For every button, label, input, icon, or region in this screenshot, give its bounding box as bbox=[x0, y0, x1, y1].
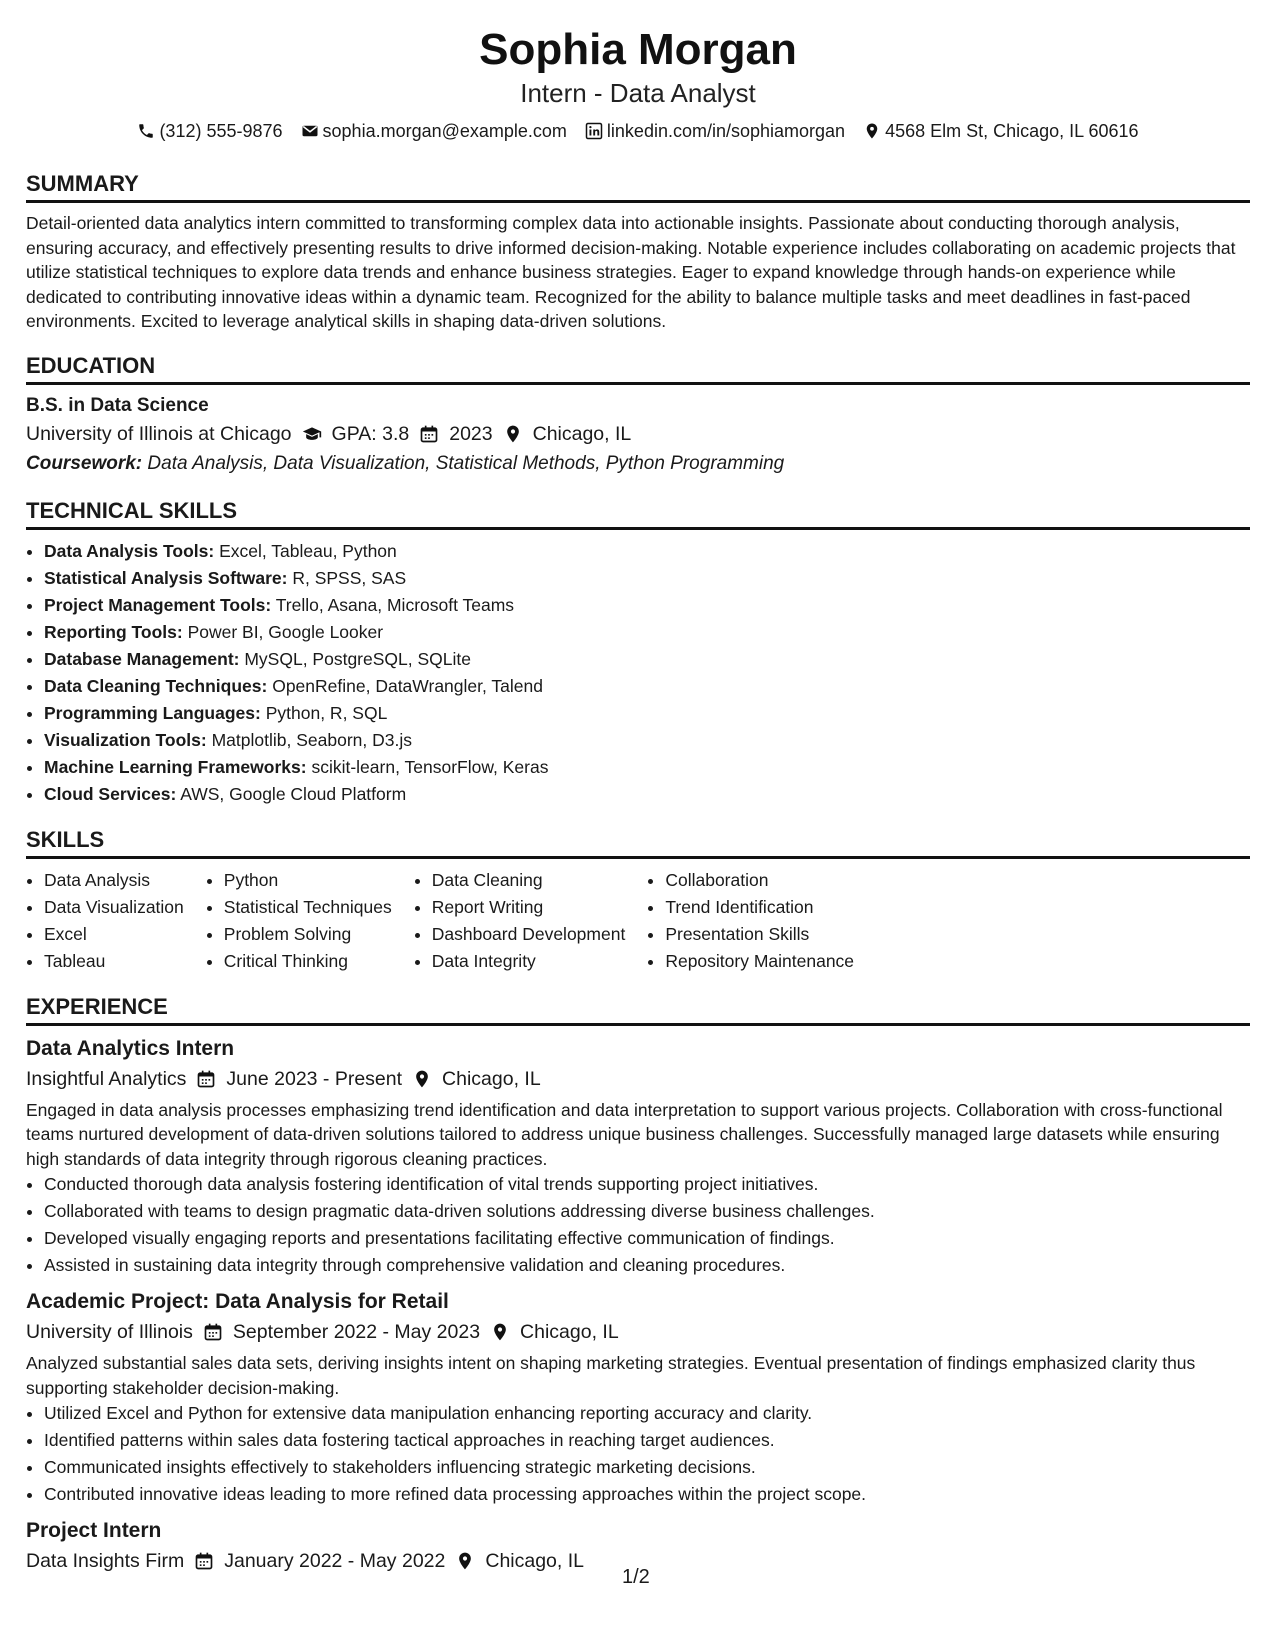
technical-skills-heading: TECHNICAL SKILLS bbox=[26, 497, 1250, 530]
list-item: • Developed visually engaging reports and presentations facilitating effective communication of findings. bbox=[44, 1225, 1250, 1252]
list-item bbox=[44, 673, 1250, 700]
list-item: • Report Writing bbox=[432, 894, 626, 921]
list-item: • Data Cleaning bbox=[432, 867, 626, 894]
list-item bbox=[44, 754, 1250, 781]
phone-text: (312) 555-9876 bbox=[159, 121, 283, 141]
linkedin-icon bbox=[585, 122, 603, 140]
job-location: Chicago, IL bbox=[520, 1321, 619, 1343]
job-title: Academic Project: Data Analysis for Retail bbox=[26, 1290, 449, 1313]
phone-icon bbox=[137, 122, 155, 140]
map-pin-icon bbox=[863, 122, 881, 140]
job-title: Project Intern bbox=[26, 1519, 162, 1542]
technical-skills-section bbox=[26, 497, 1250, 808]
list-item bbox=[44, 781, 1250, 808]
skill-value: Matplotlib, Seaborn, D3.js bbox=[211, 729, 412, 750]
skill-value: Trello, Asana, Microsoft Teams bbox=[275, 594, 515, 615]
job-entry bbox=[26, 1034, 1250, 1280]
summary-heading: SUMMARY bbox=[26, 170, 1250, 203]
list-item: • Communicated insights effectively to stakeholders influencing strategic marketing decisions. bbox=[44, 1454, 1250, 1481]
coursework-list: Data Analysis, Data Visualization, Statistical Methods, Python Programming bbox=[147, 452, 785, 474]
map-pin-icon bbox=[412, 1069, 432, 1089]
job-bullets bbox=[26, 1400, 1250, 1508]
list-item: • Utilized Excel and Python for extensive data manipulation enhancing reporting accuracy and clarity. bbox=[44, 1400, 1250, 1427]
contact-email[interactable] bbox=[301, 118, 567, 144]
technical-skills-list bbox=[26, 538, 1250, 808]
job-org: Insightful Analytics bbox=[26, 1067, 187, 1090]
job-description: Analyzed substantial sales data sets, deriving insights intent on shaping marketing strategies. Eventual presentation of findings emphasized clarity thus supporting stakeholder decision-making. bbox=[26, 1353, 1196, 1398]
list-item bbox=[44, 592, 1250, 619]
list-item: • Data Integrity bbox=[432, 948, 626, 975]
experience-section bbox=[26, 993, 1250, 1577]
candidate-role: Intern - Data Analyst bbox=[520, 78, 756, 108]
list-item: • Python bbox=[224, 867, 392, 894]
list-item: • Assisted in sustaining data integrity through comprehensive validation and cleaning procedures. bbox=[44, 1252, 1250, 1279]
skills-column bbox=[647, 867, 854, 975]
contact-address bbox=[863, 118, 1139, 144]
skill-label: Machine Learning Frameworks: bbox=[44, 756, 307, 777]
skill-label: Data Cleaning Techniques: bbox=[44, 675, 268, 696]
job-dates: June 2023 - Present bbox=[226, 1067, 403, 1090]
candidate-name: Sophia Morgan bbox=[479, 25, 797, 74]
job-location: Chicago, IL bbox=[485, 1550, 585, 1572]
list-item: • Tableau bbox=[44, 948, 184, 975]
skills-section bbox=[26, 826, 1250, 975]
linkedin-text: linkedin.com/in/sophiamorgan bbox=[606, 121, 846, 141]
summary-text: Detail-oriented data analytics intern committed to transforming complex data into actionable insights. Passionate about conducting thorough analysis, ensuring accuracy, and effectively presenting results to drive informed decision-making. Notable experience includes collaborating on academic projects that utilize statistical techniques to explore data trends and enhance business strategies. Eager to expand knowledge through hands-on experience while dedicated to contributing innovative ideas within a dynamic team. Recognized for the ability to balance multiple tasks and meet deadlines in fast-paced environments. Excited to leverage analytical skills in shaping data-driven solutions. bbox=[26, 213, 1236, 331]
list-item: • Excel bbox=[44, 921, 184, 948]
list-item bbox=[44, 565, 1250, 592]
skill-label: Project Management Tools: bbox=[44, 594, 272, 615]
skill-label: Reporting Tools: bbox=[44, 621, 183, 642]
envelope-icon bbox=[301, 122, 319, 140]
skill-value: Python, R, SQL bbox=[265, 702, 388, 723]
skill-label: Visualization Tools: bbox=[44, 729, 207, 750]
map-pin-icon bbox=[490, 1322, 510, 1342]
list-item: • Problem Solving bbox=[224, 921, 392, 948]
skill-label: Programming Languages: bbox=[44, 702, 261, 723]
list-item: • Trend Identification bbox=[665, 894, 854, 921]
job-meta bbox=[26, 1317, 1250, 1347]
gpa: GPA: 3.8 bbox=[331, 422, 410, 445]
list-item: • Presentation Skills bbox=[665, 921, 854, 948]
skill-value: AWS, Google Cloud Platform bbox=[180, 783, 407, 804]
list-item: • Statistical Techniques bbox=[224, 894, 392, 921]
list-item bbox=[44, 646, 1250, 673]
skill-value: scikit-learn, TensorFlow, Keras bbox=[311, 756, 549, 777]
summary-section bbox=[26, 170, 1250, 334]
list-item bbox=[44, 700, 1250, 727]
contact-linkedin[interactable] bbox=[585, 118, 845, 144]
job-description: Engaged in data analysis processes emphasizing trend identification and data interpretation to support various projects. Collaboration with cross-functional teams nurtured development of data-driven solutions tailored to address unique business challenges. Successfully managed large datasets while ensuring high standards of data integrity through rigorous cleaning practices. bbox=[26, 1099, 1223, 1169]
skill-value: MySQL, PostgreSQL, SQLite bbox=[244, 648, 471, 669]
job-org: University of Illinois bbox=[26, 1321, 193, 1343]
education-heading: EDUCATION bbox=[26, 352, 1250, 385]
job-org: Data Insights Firm bbox=[26, 1550, 185, 1572]
skills-grid bbox=[26, 867, 1250, 975]
list-item: • Repository Maintenance bbox=[665, 948, 854, 975]
list-item: • Collaborated with teams to design pragmatic data-driven solutions addressing diverse business challenges. bbox=[44, 1198, 1250, 1225]
job-entry bbox=[26, 1287, 1250, 1508]
experience-heading: EXPERIENCE bbox=[26, 993, 1250, 1026]
skill-value: Power BI, Google Looker bbox=[187, 621, 384, 642]
contact-phone[interactable] bbox=[137, 118, 282, 144]
education-section bbox=[26, 352, 1250, 479]
graduation-year: 2023 bbox=[449, 422, 493, 445]
list-item: • Conducted thorough data analysis fostering identification of vital trends supporting project initiatives. bbox=[44, 1171, 1250, 1198]
map-pin-icon bbox=[455, 1551, 475, 1571]
education-location: Chicago, IL bbox=[532, 422, 632, 445]
list-item: • Critical Thinking bbox=[224, 948, 392, 975]
calendar-icon bbox=[194, 1551, 214, 1571]
resume-page bbox=[26, 0, 1250, 1576]
email-text: sophia.morgan@example.com bbox=[322, 121, 567, 141]
skill-value: Excel, Tableau, Python bbox=[219, 540, 397, 561]
skill-label: Data Analysis Tools: bbox=[44, 540, 215, 561]
list-item bbox=[44, 727, 1250, 754]
coursework bbox=[26, 449, 1250, 479]
job-dates: September 2022 - May 2023 bbox=[232, 1321, 481, 1343]
list-item: • Dashboard Development bbox=[432, 921, 626, 948]
graduation-cap-icon bbox=[302, 424, 322, 444]
job-meta bbox=[26, 1064, 1250, 1094]
resume-header bbox=[26, 22, 1250, 144]
list-item: • Data Analysis bbox=[44, 867, 184, 894]
skill-label: Database Management: bbox=[44, 648, 240, 669]
skills-column bbox=[206, 867, 392, 975]
skill-value: R, SPSS, SAS bbox=[292, 567, 407, 588]
list-item bbox=[44, 538, 1250, 565]
map-pin-icon bbox=[503, 424, 523, 444]
list-item bbox=[44, 619, 1250, 646]
job-dates: January 2022 - May 2022 bbox=[224, 1550, 446, 1572]
education-meta bbox=[26, 419, 1250, 449]
page-number: 1/2 bbox=[622, 1566, 650, 1588]
calendar-icon bbox=[196, 1069, 216, 1089]
list-item: • Identified patterns within sales data fostering tactical approaches in reaching target audiences. bbox=[44, 1427, 1250, 1454]
skill-value: OpenRefine, DataWrangler, Talend bbox=[272, 675, 543, 696]
skill-label: Cloud Services: bbox=[44, 783, 177, 804]
coursework-label: Coursework: bbox=[26, 452, 143, 474]
list-item: • Collaboration bbox=[665, 867, 854, 894]
list-item: • Contributed innovative ideas leading to more refined data processing approaches within the project scope. bbox=[44, 1481, 1250, 1508]
job-title: Data Analytics Intern bbox=[26, 1036, 235, 1060]
calendar-icon bbox=[203, 1322, 223, 1342]
skills-column bbox=[26, 867, 184, 975]
calendar-icon bbox=[419, 424, 439, 444]
skills-heading: SKILLS bbox=[26, 826, 1250, 859]
contact-bar bbox=[26, 118, 1250, 144]
skill-label: Statistical Analysis Software: bbox=[44, 567, 288, 588]
job-bullets bbox=[26, 1171, 1250, 1279]
job-location: Chicago, IL bbox=[442, 1067, 541, 1090]
skills-column bbox=[414, 867, 626, 975]
list-item: • Data Visualization bbox=[44, 894, 184, 921]
address-text: 4568 Elm St, Chicago, IL 60616 bbox=[885, 121, 1139, 141]
degree: B.S. in Data Science bbox=[26, 394, 209, 416]
school-name: University of Illinois at Chicago bbox=[26, 422, 292, 445]
